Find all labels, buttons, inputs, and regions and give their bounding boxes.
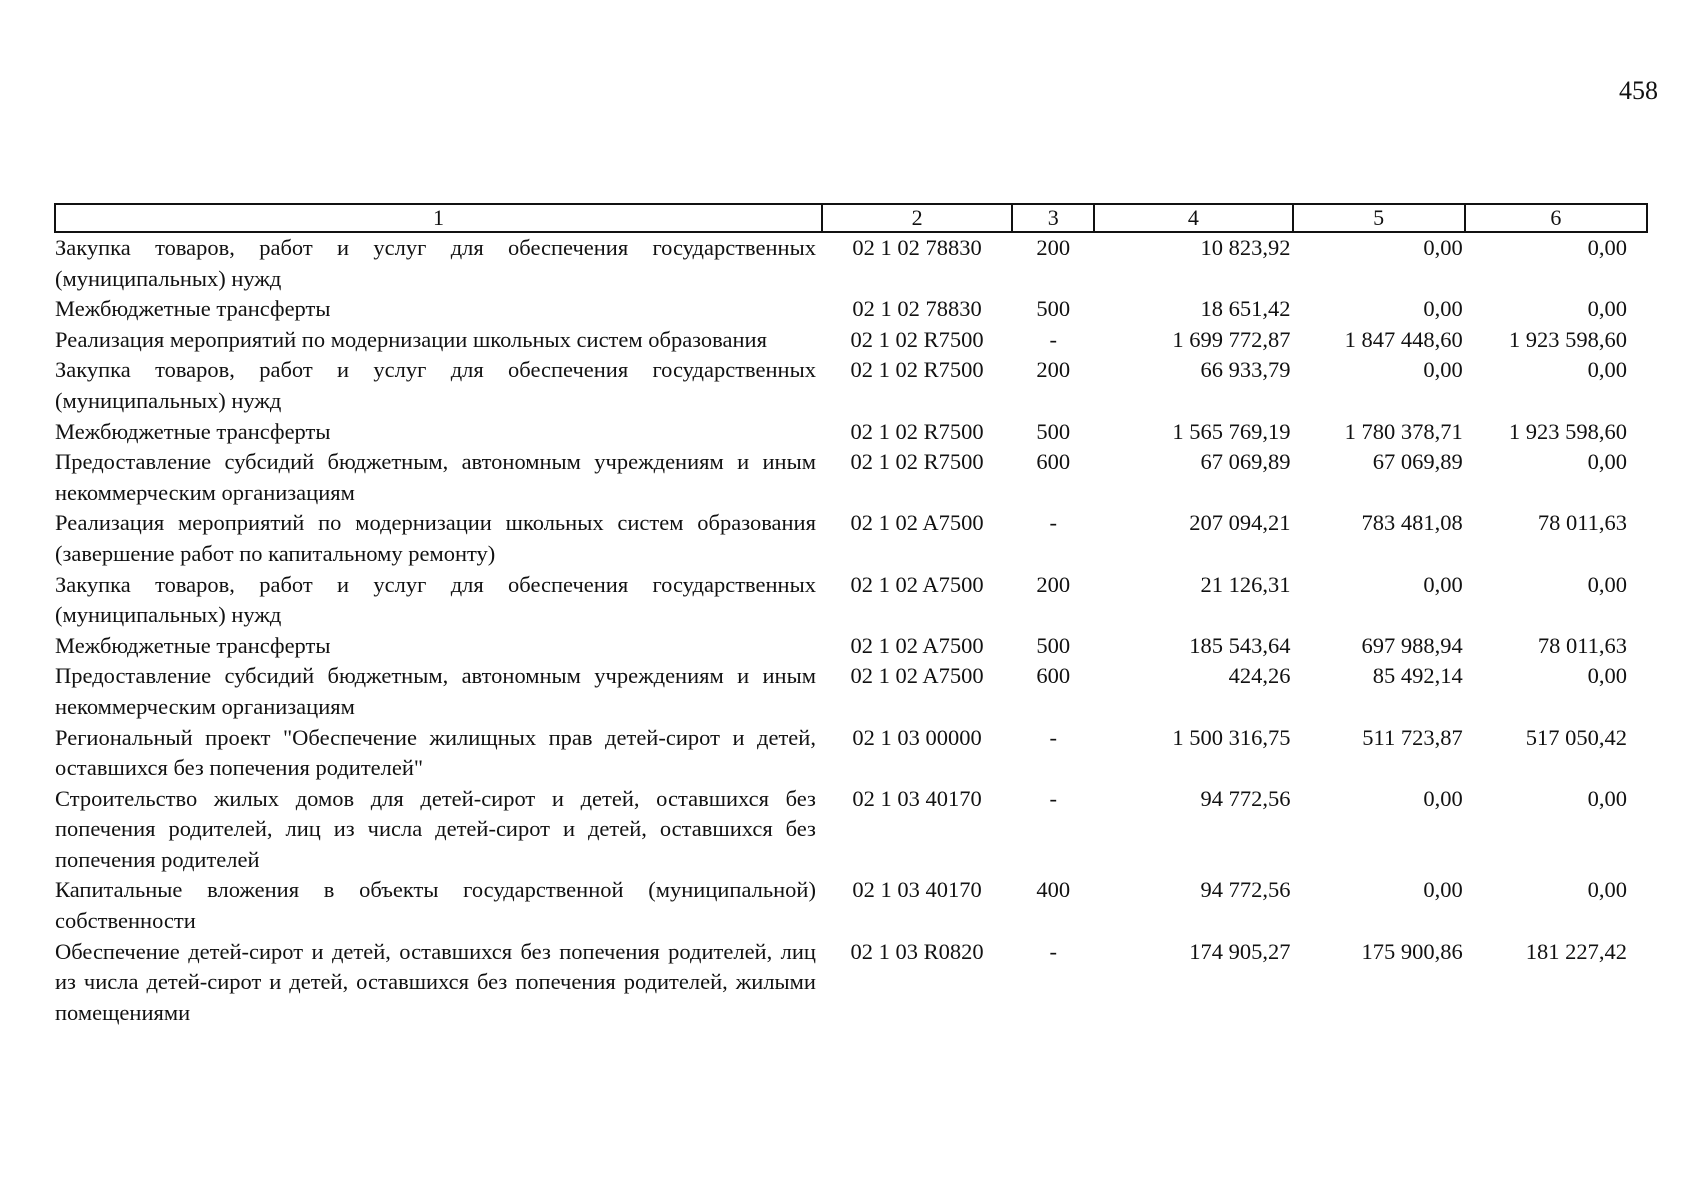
table-row (55, 355, 1647, 416)
row-kind: 500 (1036, 632, 1071, 658)
header-col-4: 4 (1094, 204, 1292, 232)
page-number: 458 (1619, 76, 1658, 105)
row-name: Закупка товаров, работ и услуг для обеспечения государственных (муниципальных) нужд (55, 235, 816, 291)
row-value-5: 85 492,14 (1372, 663, 1463, 689)
row-value-5: 0,00 (1423, 877, 1463, 903)
table-row (55, 723, 1647, 784)
row-name: Региональный проект "Обеспечение жилищных прав детей-сирот и детей, оставшихся без попечения родителей" (55, 724, 816, 781)
row-code: 02 1 02 R7500 (850, 418, 984, 444)
row-name: Обеспечение детей-сирот и детей, оставшихся без попечения родителей, лиц из числа детей-сирот и детей, оставшихся без попечения родителей, жилыми помещениями (55, 938, 816, 1025)
table-row (55, 417, 1647, 448)
row-code: 02 1 03 R0820 (850, 938, 984, 964)
row-value-6: 78 011,63 (1537, 510, 1627, 536)
header-col-5: 5 (1293, 204, 1465, 232)
row-value-6: 1 923 598,60 (1508, 326, 1627, 352)
table-row (55, 937, 1647, 1029)
row-value-4: 67 069,89 (1200, 449, 1291, 475)
table-body (55, 232, 1647, 1028)
row-name: Межбюджетные трансферты (55, 418, 331, 444)
row-value-5: 1 780 378,71 (1344, 418, 1463, 444)
header-row (55, 204, 1647, 232)
row-code: 02 1 03 40170 (852, 877, 982, 903)
row-value-4: 94 772,56 (1200, 785, 1291, 811)
row-value-4: 94 772,56 (1200, 877, 1291, 903)
row-name: Закупка товаров, работ и услуг для обеспечения государственных (муниципальных) нужд (55, 571, 816, 628)
row-value-5: 0,00 (1423, 296, 1463, 322)
row-value-4: 424,26 (1228, 663, 1291, 689)
row-value-6: 0,00 (1587, 296, 1627, 322)
row-kind: 400 (1036, 877, 1071, 903)
row-kind: 200 (1036, 235, 1071, 260)
row-code: 02 1 02 A7500 (850, 571, 984, 597)
row-code: 02 1 02 A7500 (850, 632, 984, 658)
table-row (55, 508, 1647, 569)
row-value-4: 1 565 769,19 (1172, 418, 1291, 444)
row-value-5: 0,00 (1423, 571, 1463, 597)
row-value-6: 181 227,42 (1525, 938, 1627, 964)
row-value-5: 1 847 448,60 (1344, 326, 1463, 352)
row-kind: 200 (1036, 357, 1071, 383)
row-value-6: 0,00 (1587, 663, 1627, 689)
row-kind: - (1049, 724, 1057, 750)
row-name: Межбюджетные трансферты (55, 296, 331, 322)
row-kind: 600 (1036, 663, 1071, 689)
header-col-3: 3 (1012, 204, 1094, 232)
row-name: Капитальные вложения в объекты государственной (муниципальной) собственности (55, 877, 816, 934)
row-code: 02 1 02 R7500 (850, 357, 984, 383)
row-value-6: 517 050,42 (1525, 724, 1627, 750)
row-kind: - (1049, 938, 1057, 964)
row-value-6: 1 923 598,60 (1508, 418, 1627, 444)
row-code: 02 1 02 A7500 (850, 510, 984, 536)
row-value-6: 0,00 (1587, 357, 1627, 383)
row-value-4: 18 651,42 (1200, 296, 1291, 322)
row-code: 02 1 02 A7500 (850, 663, 984, 689)
row-value-4: 10 823,92 (1200, 235, 1291, 260)
table-row (55, 661, 1647, 722)
row-kind: - (1049, 785, 1057, 811)
row-kind: - (1049, 326, 1057, 352)
row-name: Предоставление субсидий бюджетным, автономным учреждениям и иным некоммерческим организациям (55, 449, 816, 505)
row-value-5: 0,00 (1423, 357, 1463, 383)
row-value-4: 185 543,64 (1189, 632, 1291, 658)
table-row (55, 325, 1647, 356)
row-value-5: 697 988,94 (1361, 632, 1463, 658)
row-value-4: 66 933,79 (1200, 357, 1291, 383)
budget-table (54, 203, 1648, 1028)
table-row (55, 447, 1647, 508)
row-value-5: 175 900,86 (1361, 938, 1463, 964)
row-value-4: 21 126,31 (1200, 571, 1291, 597)
header-col-1: 1 (55, 204, 822, 232)
table-row (55, 784, 1647, 876)
row-name: Строительство жилых домов для детей-сирот и детей, оставшихся без попечения родителей, лиц из числа детей-сирот и детей, оставшихся без попечения родителей (55, 785, 816, 872)
row-code: 02 1 02 78830 (852, 296, 982, 322)
row-name: Реализация мероприятий по модернизации школьных систем образования (55, 326, 767, 352)
row-value-5: 67 069,89 (1372, 449, 1463, 475)
header-col-2: 2 (822, 204, 1012, 232)
table-row (55, 875, 1647, 936)
row-kind: 500 (1036, 418, 1071, 444)
row-code: 02 1 02 78830 (852, 235, 982, 260)
row-code: 02 1 03 40170 (852, 785, 982, 811)
row-value-4: 1 500 316,75 (1172, 724, 1291, 750)
row-kind: 200 (1036, 571, 1071, 597)
row-name: Закупка товаров, работ и услуг для обеспечения государственных (муниципальных) нужд (55, 357, 816, 413)
row-code: 02 1 03 00000 (852, 724, 982, 750)
row-value-6: 0,00 (1587, 449, 1627, 475)
row-value-5: 0,00 (1423, 235, 1463, 260)
row-value-4: 1 699 772,87 (1172, 326, 1291, 352)
row-value-5: 511 723,87 (1362, 724, 1463, 750)
row-value-5: 0,00 (1423, 785, 1463, 811)
row-name: Реализация мероприятий по модернизации школьных систем образования (завершение работ по капитальному ремонту) (55, 510, 816, 566)
row-value-6: 0,00 (1587, 877, 1627, 903)
row-name: Предоставление субсидий бюджетным, автономным учреждениям и иным некоммерческим организациям (55, 663, 816, 719)
row-kind: 500 (1036, 296, 1071, 322)
row-value-6: 0,00 (1587, 785, 1627, 811)
table-row (55, 631, 1647, 662)
header-col-6: 6 (1465, 204, 1647, 232)
row-value-4: 174 905,27 (1189, 938, 1291, 964)
row-value-6: 0,00 (1587, 571, 1627, 597)
row-value-6: 78 011,63 (1537, 632, 1627, 658)
row-code: 02 1 02 R7500 (850, 326, 984, 352)
row-value-5: 783 481,08 (1361, 510, 1463, 536)
row-kind: - (1049, 510, 1057, 536)
row-kind: 600 (1036, 449, 1071, 475)
row-name: Межбюджетные трансферты (55, 632, 331, 658)
table-row (55, 232, 1647, 294)
row-code: 02 1 02 R7500 (850, 449, 984, 475)
table-row (55, 294, 1647, 325)
row-value-6: 0,00 (1587, 235, 1627, 260)
table-row (55, 570, 1647, 631)
row-value-4: 207 094,21 (1189, 510, 1291, 536)
